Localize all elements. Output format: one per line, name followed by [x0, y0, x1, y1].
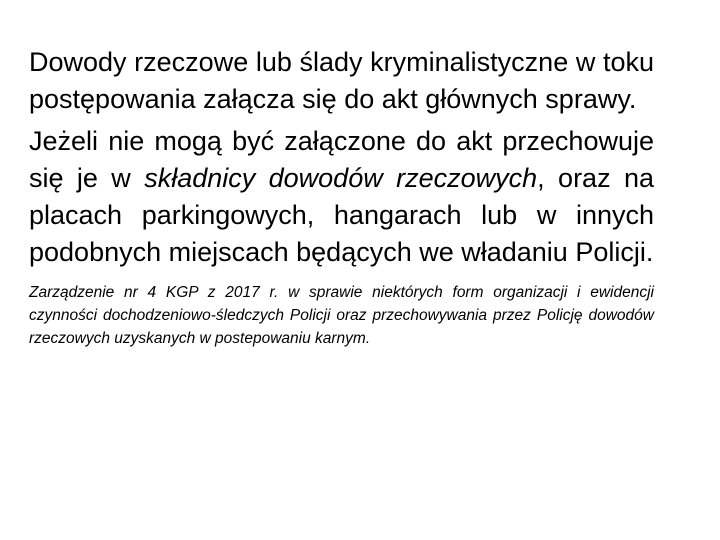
paragraph-storage-rest: , oraz na placach parkingowych, hangarach lub w innych podobnych miejscach będących we władaniu Policji.	[29, 163, 654, 267]
paragraph-evidence-storage	[29, 123, 654, 271]
regulation-footnote: Zarządzenie nr 4 KGP z 2017 r. w sprawie niektórych form organizacji i ewidencji czynności dochodzeniowo-śledczych Policji oraz przechowywania przez Policję dowodów rzeczowych uzyskanych w postepowaniu karnym.	[29, 284, 654, 347]
paragraph-storage-intro: Jeżeli nie mogą być załączone do akt przechowuje się je w	[29, 126, 654, 193]
slide-content	[29, 44, 654, 350]
paragraph-evidence-attachment: Dowody rzeczowe lub ślady kryminalistyczne w toku postępowania załącza się do akt głównych sprawy.	[29, 47, 654, 114]
evidence-depot-term: składnicy dowodów rzeczowych	[144, 163, 538, 193]
